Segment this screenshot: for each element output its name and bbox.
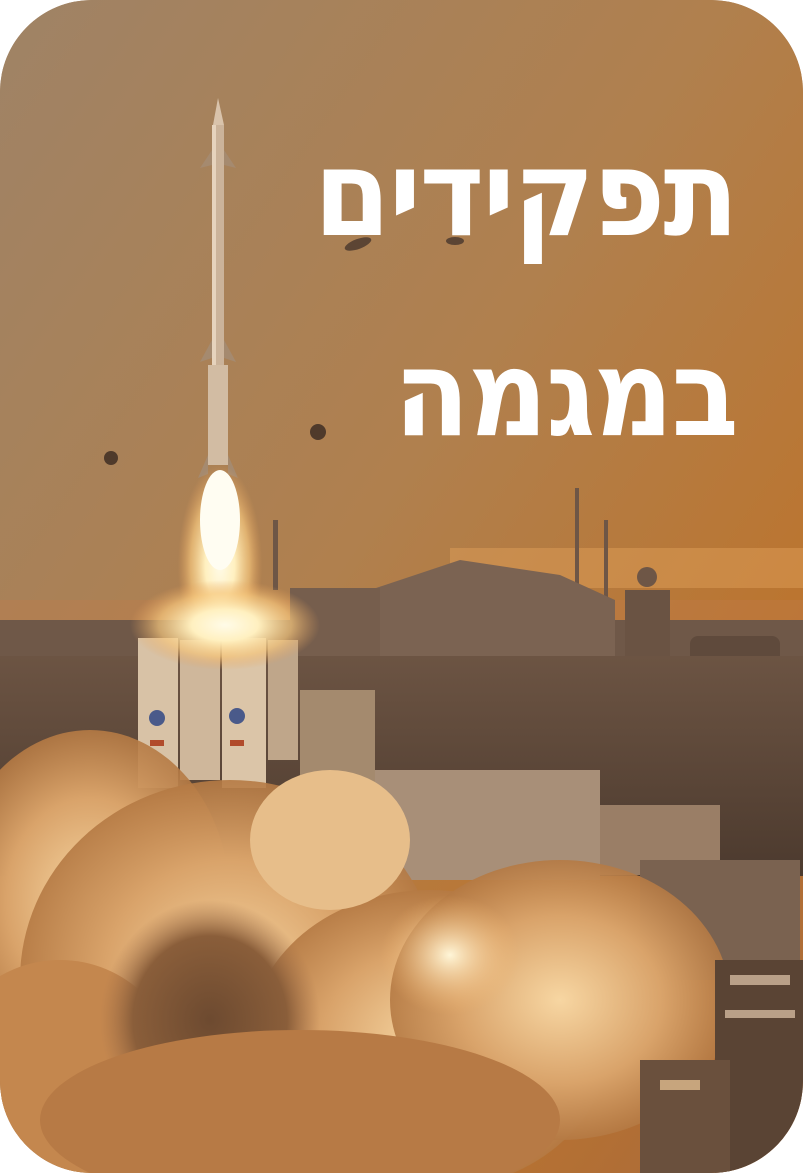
headline-line-2: במגמה	[393, 325, 737, 464]
headline	[259, 95, 737, 495]
headline-line-1: תפקידים	[313, 125, 737, 264]
